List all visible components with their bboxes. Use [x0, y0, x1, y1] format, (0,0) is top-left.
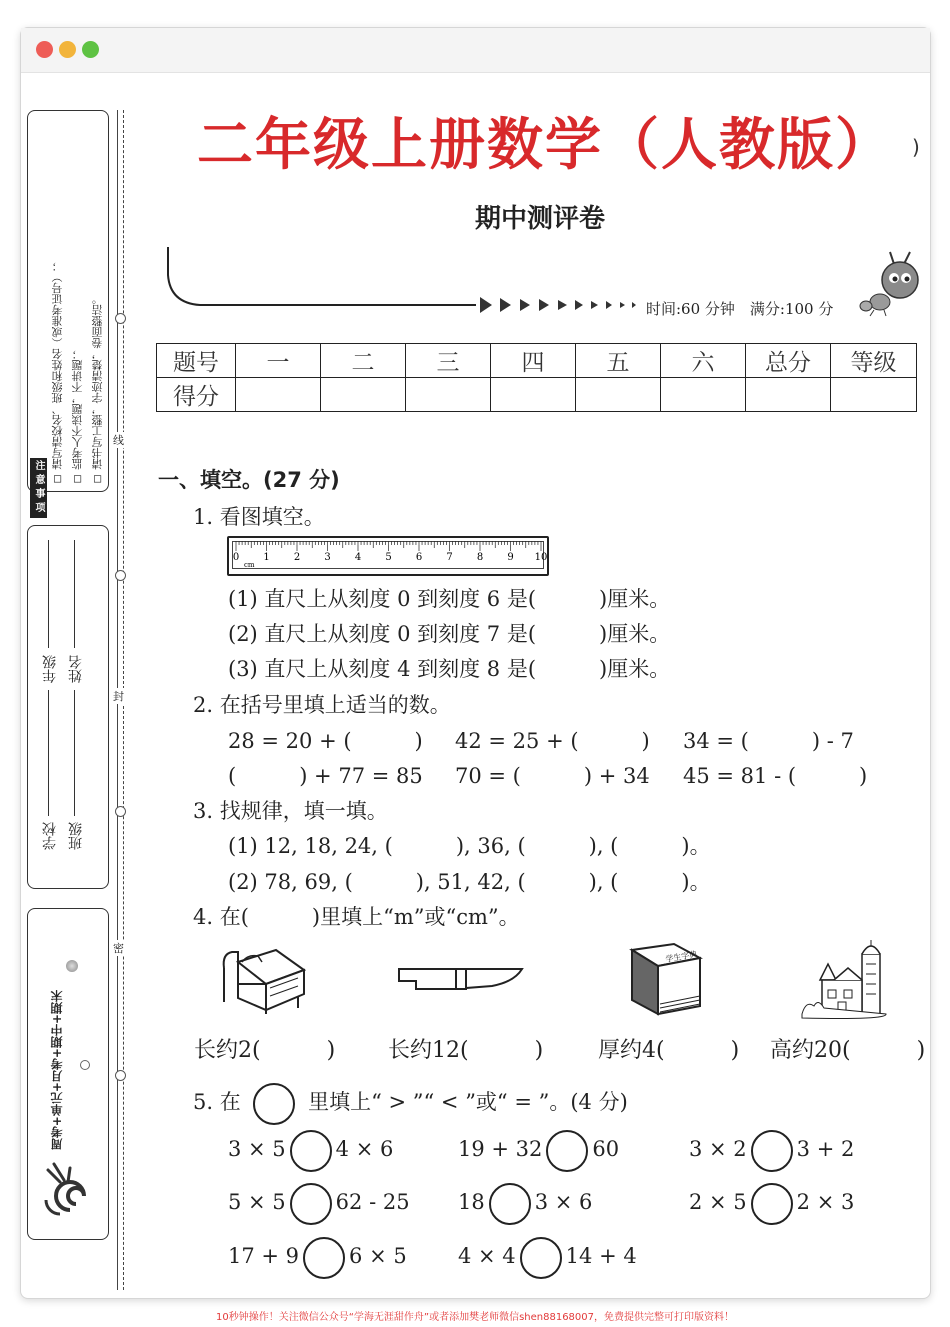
ruler-tick-label: 8	[476, 552, 484, 563]
cut-word-secret: 密	[113, 942, 124, 955]
q2-item: 28 = 20 + ( )	[228, 729, 423, 753]
comparison-item	[458, 1235, 637, 1279]
q2-item: 45 = 81 - ( )	[683, 764, 868, 788]
ruler-tick-label: 3	[324, 552, 331, 563]
comparison-item	[689, 1128, 854, 1172]
q2-label: 2. 在括号里填上适当的数。	[193, 693, 451, 717]
q4-caption: 长约2( )	[194, 1038, 336, 1063]
q5-label-pre: 5. 在	[193, 1090, 241, 1114]
page-subtitle: 期中测评卷	[474, 204, 605, 234]
comparison-answer-circle[interactable]	[489, 1183, 531, 1225]
comparison-right: 6 × 5	[349, 1244, 407, 1268]
grade-field-line[interactable]	[48, 540, 49, 648]
comparison-right: 2 × 3	[796, 1190, 855, 1214]
ruler-tick-label: 9	[507, 552, 514, 563]
comparison-answer-circle[interactable]	[751, 1183, 793, 1225]
score-cell: 题号	[157, 344, 236, 378]
series-logo	[40, 1160, 90, 1220]
footer-note: 10秒钟操作！关注微信公众号“学海无涯甜作舟”或者添加樊老师微信shen88168007，免费提供完整可打印版资料！	[215, 1312, 735, 1323]
comparison-item	[228, 1128, 393, 1172]
score-input-cell[interactable]	[406, 378, 491, 412]
series-text: 周考+单元+月考+期中+期末	[50, 990, 64, 1151]
score-input-cell[interactable]	[831, 378, 917, 412]
maximize-window-dot[interactable]	[82, 41, 99, 58]
comparison-left: 17 + 9	[228, 1244, 300, 1268]
ruler-tick-label: 10	[534, 552, 548, 563]
note-line: ◻ 请写清校名、班级和姓名（或准考证号）；	[51, 260, 64, 486]
comparison-right: 3 + 2	[796, 1137, 855, 1161]
cut-word-line: 线	[113, 434, 124, 447]
q3-label: 3. 找规律，填一填。	[193, 799, 388, 823]
notes-title: 注意事项	[30, 458, 47, 518]
comparison-answer-circle[interactable]	[520, 1237, 562, 1279]
ruler-tick-label: 2	[293, 552, 301, 563]
comparison-left: 19 + 32	[458, 1137, 543, 1161]
q2-item: 70 = ( ) + 34	[455, 764, 650, 788]
score-cell: 六	[661, 344, 746, 378]
comparison-left: 3 × 2	[689, 1137, 747, 1161]
score-cell: 二	[321, 344, 406, 378]
comparison-right: 3 × 6	[534, 1190, 593, 1214]
comparison-left: 5 × 5	[228, 1190, 286, 1214]
score-table-header-row	[157, 344, 917, 378]
note-line: ◻ 监考人不读题，不讲题；	[71, 348, 84, 486]
cut-hole	[115, 570, 126, 581]
knife-icon	[396, 966, 526, 996]
comparison-left: 2 × 5	[689, 1190, 747, 1214]
comparison-right: 14 + 4	[565, 1244, 637, 1268]
comparison-left: 18	[458, 1190, 485, 1214]
q5-label	[193, 1082, 628, 1125]
score-input-cell[interactable]	[746, 378, 831, 412]
q4-caption: 厚约4( )	[598, 1038, 740, 1063]
score-cell: 得分	[157, 378, 236, 412]
ruler-tick-label: 6	[415, 552, 423, 563]
comparison-answer-circle[interactable]	[751, 1130, 793, 1172]
comparison-answer-circle[interactable]	[290, 1183, 332, 1225]
close-window-dot[interactable]	[36, 41, 53, 58]
q4-caption: 高约20( )	[770, 1038, 926, 1063]
score-table	[156, 343, 917, 412]
grade-label: 年级	[42, 655, 58, 683]
name-field-line[interactable]	[74, 540, 75, 648]
ruler-tick-label: 1	[263, 552, 270, 563]
q1-label: 1. 看图填空。	[193, 505, 325, 529]
ruler-ticks	[232, 541, 548, 569]
q3-item: (2) 78, 69, ( ), 51, 42, ( ), ( )。	[228, 870, 711, 894]
comparison-left: 3 × 5	[228, 1137, 286, 1161]
comparison-answer-circle[interactable]	[290, 1130, 332, 1172]
binding-hole	[66, 960, 78, 972]
comparison-answer-circle[interactable]	[546, 1130, 588, 1172]
bed-icon	[218, 940, 308, 1020]
comparison-item	[228, 1235, 407, 1279]
comparison-right: 60	[592, 1137, 620, 1161]
comparison-answer-circle[interactable]	[303, 1237, 345, 1279]
score-input-cell[interactable]	[661, 378, 746, 412]
cut-word-seal: 封	[113, 690, 124, 703]
q2-item: 34 = ( ) - 7	[683, 729, 854, 753]
cut-hole	[115, 1070, 126, 1081]
q1-item: (1) 直尺上从刻度 0 到刻度 6 是( )厘米。	[228, 587, 671, 611]
score-input-cell[interactable]	[491, 378, 576, 412]
q4-caption: 长约12( )	[388, 1038, 544, 1063]
dictionary-icon	[626, 940, 706, 1020]
comparison-item	[458, 1128, 619, 1172]
cut-hole	[115, 313, 126, 324]
side-binding-panel	[22, 110, 110, 1252]
minimize-window-dot[interactable]	[59, 41, 76, 58]
score-cell: 总分	[746, 344, 831, 378]
section-heading: 一、填空。(27 分)	[158, 468, 340, 492]
ruler-tick-label: 0	[232, 552, 240, 563]
name-label: 姓名	[68, 655, 84, 683]
binding-hole	[80, 1060, 90, 1070]
score-cell: 一	[236, 344, 321, 378]
score-input-cell[interactable]	[321, 378, 406, 412]
cut-hole	[115, 806, 126, 817]
score-cell: 三	[406, 344, 491, 378]
ruler-tick-label: 5	[385, 552, 392, 563]
building-icon	[800, 940, 890, 1020]
class-label: 班级	[68, 822, 84, 850]
comparison-right: 62 - 25	[335, 1190, 410, 1214]
school-field-line[interactable]	[48, 690, 49, 816]
dictionary-title: 学生字典	[664, 949, 698, 964]
score-cell: 四	[491, 344, 576, 378]
stray-paren: )	[912, 135, 920, 159]
page-title: 二年级上册数学（人教版）	[197, 113, 893, 178]
comparison-left: 4 × 4	[458, 1244, 516, 1268]
title-bar	[21, 28, 930, 73]
score-cell: 等级	[831, 344, 917, 378]
score-input-cell[interactable]	[236, 378, 321, 412]
class-field-line[interactable]	[74, 690, 75, 816]
ant-mascot-icon	[860, 250, 922, 318]
q2-item: ( ) + 77 = 85	[228, 764, 423, 788]
score-table-score-row	[157, 378, 917, 412]
q5-label-post: 里填上“ > ”“ < ”或“ = ”。(4 分)	[308, 1090, 628, 1114]
compare-circle-icon	[253, 1083, 295, 1125]
time-info: 时间:60 分钟 满分:100 分	[646, 300, 834, 318]
ruler-tick-label: 4	[354, 552, 362, 563]
school-label: 学校	[42, 822, 58, 850]
comparison-right: 4 × 6	[335, 1137, 394, 1161]
ruler-image	[227, 536, 549, 576]
comparison-item	[689, 1181, 854, 1225]
score-input-cell[interactable]	[576, 378, 661, 412]
comparison-item	[458, 1181, 592, 1225]
q4-label: 4. 在( )里填上“m”或“cm”。	[193, 905, 520, 929]
score-cell: 五	[576, 344, 661, 378]
header-decoration	[160, 245, 680, 325]
q1-item: (2) 直尺上从刻度 0 到刻度 7 是( )厘米。	[228, 622, 671, 646]
q1-item: (3) 直尺上从刻度 4 到刻度 8 是( )厘米。	[228, 657, 671, 681]
ruler-tick-label: 7	[446, 552, 453, 563]
ruler-unit: cm	[244, 561, 255, 569]
comparison-item	[228, 1181, 410, 1225]
q3-item: (1) 12, 18, 24, ( ), 36, ( ), ( )。	[228, 834, 711, 858]
note-line: ◻ 请书写工整，字迹清楚，卷面整洁。	[91, 293, 104, 486]
q2-item: 42 = 25 + ( )	[455, 729, 650, 753]
